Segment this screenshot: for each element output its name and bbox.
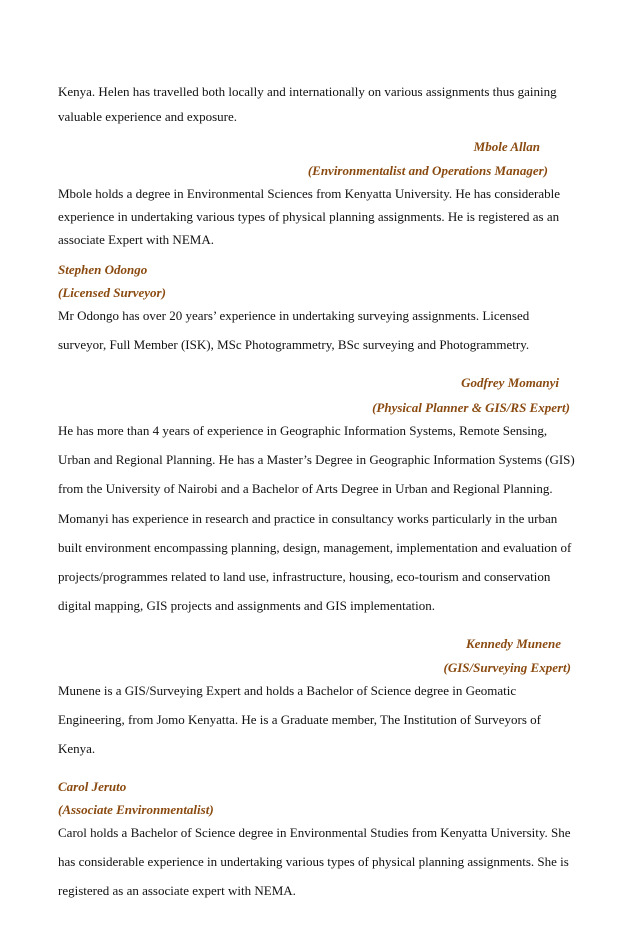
profile-text-line: from the University of Nairobi and a Bachelor of Arts Degree in Urban and Regional Planning. [58, 481, 553, 496]
profile-name: Mbole Allan [473, 139, 540, 154]
profile-text-line: surveyor, Full Member (ISK), MSc Photogrammetry, BSc surveying and Photogrammetry. [58, 337, 530, 352]
profile-text-line: Carol holds a Bachelor of Science degree in Environmental Studies from Kenyatta University. She [58, 825, 571, 840]
profile-text-line: Mr Odongo has over 20 years’ experience in undertaking surveying assignments. Licensed [58, 308, 530, 323]
profile-name: Kennedy Munene [466, 636, 561, 651]
profile-name: Carol Jeruto [58, 779, 127, 794]
profile-title: (Associate Environmentalist) [58, 802, 214, 817]
profile-text-line: He has more than 4 years of experience in Geographic Information Systems, Remote Sensing, [58, 423, 548, 438]
profile-text-line: experience in undertaking various types of physical planning assignments. He is registered as an [58, 209, 560, 224]
intro-line: valuable experience and exposure. [58, 109, 238, 124]
profile-title: (Licensed Surveyor) [58, 285, 166, 300]
profile-text-line: built environment encompassing planning, design, management, implementation and evaluation of [58, 540, 572, 555]
profile-name: Stephen Odongo [58, 262, 148, 277]
profile-text-line: digital mapping, GIS projects and assignments and GIS implementation. [58, 598, 435, 613]
profile-text-line: Urban and Regional Planning. He has a Master’s Degree in Geographic Information Systems (GIS) [58, 452, 575, 467]
profile-text-line: has considerable experience in undertaking various types of physical planning assignments. She is [58, 854, 569, 869]
profile-title: (GIS/Surveying Expert) [443, 660, 571, 675]
profile-text-line: Munene is a GIS/Surveying Expert and holds a Bachelor of Science degree in Geomatic [58, 683, 517, 698]
profile-text-line: associate Expert with NEMA. [58, 232, 214, 247]
profile-text-line: Engineering, from Jomo Kenyatta. He is a Graduate member, The Institution of Surveyors of [58, 712, 542, 727]
profile-text-line: Kenya. [58, 741, 96, 756]
profile-text-line: Mbole holds a degree in Environmental Sciences from Kenyatta University. He has considerable [58, 186, 561, 201]
intro-line: Kenya. Helen has travelled both locally and internationally on various assignments thus gaining [58, 84, 557, 99]
profile-text-line: Momanyi has experience in research and practice in consultancy works particularly in the urban [58, 511, 558, 526]
profile-name: Godfrey Momanyi [461, 375, 559, 390]
profile-title: (Environmentalist and Operations Manager) [307, 163, 548, 178]
profile-text-line: registered as an associate expert with NEMA. [58, 883, 296, 898]
profile-title: (Physical Planner & GIS/RS Expert) [372, 400, 570, 415]
profile-text-line: projects/programmes related to land use, infrastructure, housing, eco-tourism and conservation [58, 569, 551, 584]
